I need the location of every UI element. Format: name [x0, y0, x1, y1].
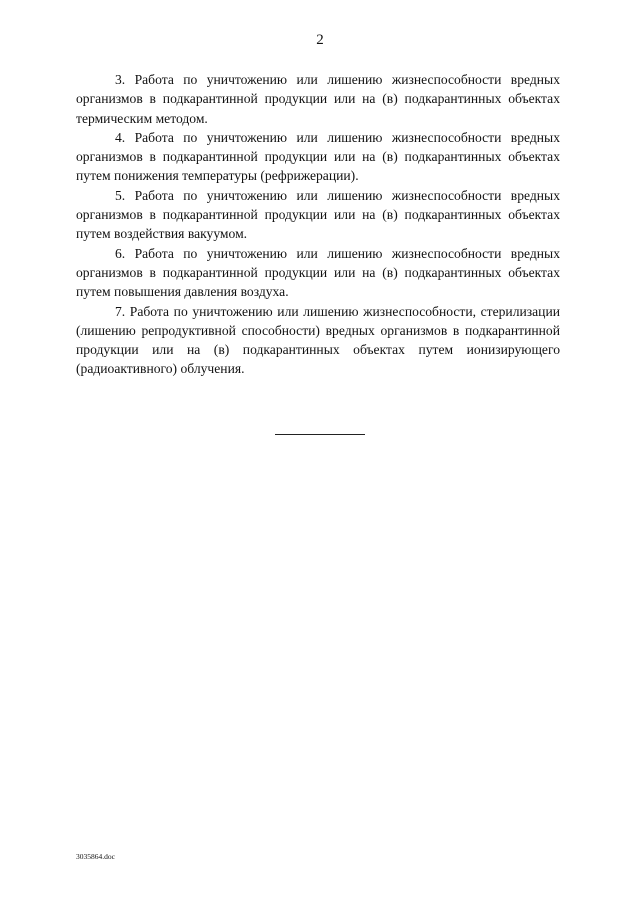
document-body	[76, 70, 560, 379]
paragraph-item-5: 5. Работа по уничтожению или лишению жизнеспособности вредных организмов в подкарантинной продукции или на (в) подкарантинных объектах путем воздействия вакуумом.	[76, 187, 560, 242]
paragraph-item-4: 4. Работа по уничтожению или лишению жизнеспособности вредных организмов в подкарантинной продукции или на (в) подкарантинных объектах путем понижения температуры (рефрижерации).	[76, 129, 560, 184]
paragraph-item-6: 6. Работа по уничтожению или лишению жизнеспособности вредных организмов в подкарантинной продукции или на (в) подкарантинных объектах путем повышения давления воздуха.	[76, 245, 560, 300]
end-of-document-divider	[275, 434, 365, 435]
paragraph-item-3: 3. Работа по уничтожению или лишению жизнеспособности вредных организмов в подкарантинной продукции или на (в) подкарантинных объектах термическим методом.	[76, 72, 560, 126]
paragraph-item-7: 7. Работа по уничтожению или лишению жизнеспособности, стерилизации (лишению репродуктивной способности) вредных организмов в подкарантинной продукции или на (в) подкарантинных объектах путем ионизирующего (радиоактивного) облучения.	[76, 303, 560, 377]
page-number: 2	[316, 32, 324, 48]
footer-filename: 3035864.doc	[76, 852, 115, 861]
